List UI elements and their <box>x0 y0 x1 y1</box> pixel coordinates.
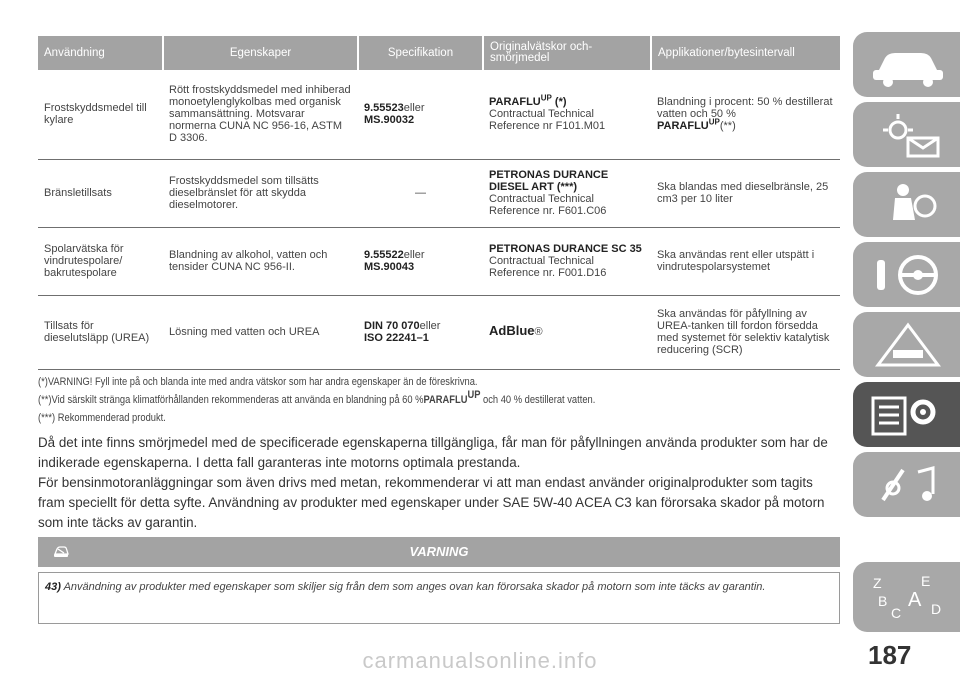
svg-text:D: D <box>931 601 942 617</box>
fluid-name: PARAFLU <box>489 95 541 108</box>
warning-title: VARNING <box>409 544 469 559</box>
warning-box <box>38 572 840 624</box>
spec-code: MS.90032 <box>364 113 415 126</box>
app-bold: PARAFLU <box>657 119 709 132</box>
fluid-ref: Contractual Technical Reference nr. F601.C06 <box>489 192 607 217</box>
tab-safety[interactable] <box>853 172 960 237</box>
tab-maintenance[interactable] <box>853 382 960 447</box>
app-marker: (**) <box>719 119 736 132</box>
watermark: carmanualsonline.info <box>362 648 598 673</box>
fluids-table <box>38 36 840 370</box>
footnote-1: (*)VARNING! Fyll inte på och blanda inte med andra vätskor som har andra egenskaper än de föreskrivna. <box>38 375 478 388</box>
fluid-marker: (***) <box>556 180 578 193</box>
header-properties: Egenskaper <box>163 36 358 70</box>
fluid-ref: Contractual Technical Reference nr. F001.D16 <box>489 254 607 279</box>
tab-warning-lights[interactable] <box>853 102 960 167</box>
warning-number: 43) <box>45 581 61 593</box>
spec-or: eller <box>403 101 425 114</box>
tab-starting-driving[interactable] <box>853 242 960 307</box>
app-sup: UP <box>708 117 720 127</box>
tab-index[interactable] <box>853 562 960 632</box>
fluid-ref: Contractual Technical Reference nr F101.M01 <box>489 107 606 132</box>
fluid-sup: UP <box>540 93 552 103</box>
cell-use: Bränsletillsats <box>38 159 163 227</box>
cell-use: Frostskyddsmedel till kylare <box>38 70 163 159</box>
warning-light-icon <box>863 110 953 160</box>
header-spec: Specifikation <box>358 36 483 70</box>
footnote-3: (***) Rekommenderad produkt. <box>38 411 166 424</box>
table-header-row <box>38 36 840 70</box>
cell-properties: Blandning av alkohol, vatten och tensider CUNA NC 956-II. <box>163 227 358 295</box>
fluid-name: PETRONAS DURANCE DIESEL ART <box>489 168 609 193</box>
cell-use: Spolarvätska för vindrutespolare/ bakrutespolare <box>38 227 163 295</box>
tab-multimedia[interactable] <box>853 452 960 517</box>
cell-spec <box>358 295 483 369</box>
body-text <box>38 433 840 533</box>
spec-code: 9.55522 <box>364 248 404 261</box>
service-gear-icon <box>863 390 953 440</box>
cell-application: Ska användas för påfyllning av UREA-tanken till fordon försedda med systemet för selektiv katalytisk reducering (SCR) <box>651 295 840 369</box>
spec-code: 9.55523 <box>364 101 404 114</box>
header-fluids: Originalvätskor och-smörjmedel <box>483 36 651 70</box>
fluid-marker: (*) <box>554 95 567 108</box>
tab-car[interactable] <box>853 32 960 97</box>
cell-application: Ska användas rent eller utspätt i vindrutespolarsystemet <box>651 227 840 295</box>
cell-properties: Lösning med vatten och UREA <box>163 295 358 369</box>
page-number: 187 <box>868 640 912 670</box>
footnote-2-post: och 40 % destillerat vatten. <box>483 393 596 406</box>
svg-text:B: B <box>878 593 888 609</box>
cell-spec: — <box>358 159 483 227</box>
media-icon <box>863 460 953 510</box>
cell-spec <box>358 227 483 295</box>
car-warning-icon <box>52 544 70 560</box>
footnote-2-sup: UP <box>467 388 481 401</box>
svg-text:Z: Z <box>873 575 882 591</box>
app-text: Blandning i procent: 50 % destillerat vatten och 50 % <box>657 95 833 120</box>
footnotes <box>38 375 840 425</box>
paragraph: För bensinmotoranläggningar som även drivs med metan, rekommenderar vi att man endast använder originalprodukter som tagits fram speciellt för detta syfte. Användning av produkter med egenskaper under SAE 5W-40 ACEA C3 kan förorsaka skador på motorn som inte täcks av garantin. <box>38 474 825 530</box>
cell-fluid <box>483 159 651 227</box>
table-row <box>38 70 840 159</box>
seat-airbag-icon <box>863 180 953 230</box>
footnote-2 <box>38 388 720 407</box>
cell-fluid <box>483 295 651 369</box>
cell-properties: Rött frostskyddsmedel med inhiberad monoetylenglykolbas med organisk sammansättning. Motsvarar normerna CUNA NC 956-16, ASTM D 3306. <box>163 70 358 159</box>
header-applications: Applikationer/bytesintervall <box>651 36 840 70</box>
svg-text:C: C <box>891 605 902 620</box>
table-row <box>38 159 840 227</box>
cell-application <box>651 70 840 159</box>
warning-header <box>38 537 840 567</box>
spec-code: ISO 22241–1 <box>364 331 429 344</box>
svg-text:A: A <box>908 589 922 611</box>
fluid-marker: ® <box>534 326 543 338</box>
fluid-name: PETRONAS DURANCE SC 35 <box>489 242 642 255</box>
warning-text: Användning av produkter med egenskaper som skiljer sig från dem som anges ovan kan förorsaka skador på motorn som inte täcks av garantin. <box>63 581 766 593</box>
header-use: Användning <box>38 36 163 70</box>
tow-truck-icon <box>863 320 953 370</box>
spec-code: DIN 70 070 <box>364 319 420 332</box>
paragraph: Då det inte finns smörjmedel med de specificerade egenskaperna tillgängliga, får man för påfyllningen använda produkter som har de indikerade egenskaperna. I detta fall garanteras inte motorns optimala prestanda. <box>38 434 828 470</box>
cell-fluid <box>483 227 651 295</box>
spec-code: MS.90043 <box>364 260 415 273</box>
footnote-2-text: (**)Vid särskilt stränga klimatförhållanden rekommenderas att använda en blandning på 60 % <box>38 393 424 406</box>
car-icon <box>863 40 953 90</box>
cell-fluid <box>483 70 651 159</box>
content-area <box>38 36 840 533</box>
steering-wheel-icon <box>863 250 953 300</box>
cell-use: Tillsats för dieselutsläpp (UREA) <box>38 295 163 369</box>
footnote-2-bold: PARAFLU <box>423 393 468 406</box>
cell-application: Ska blandas med dieselbränsle, 25 cm3 per 10 liter <box>651 159 840 227</box>
table-row <box>38 227 840 295</box>
svg-text:E: E <box>921 573 931 589</box>
spec-or: eller <box>419 319 441 332</box>
fluid-name: AdBlue <box>489 323 535 338</box>
cell-properties: Frostskyddsmedel som tillsätts dieselbränslet för att skydda dieselmotorer. <box>163 159 358 227</box>
index-letters-icon <box>863 570 953 620</box>
table-row <box>38 295 840 369</box>
spec-or: eller <box>403 248 425 261</box>
cell-spec <box>358 70 483 159</box>
tab-emergency[interactable] <box>853 312 960 377</box>
